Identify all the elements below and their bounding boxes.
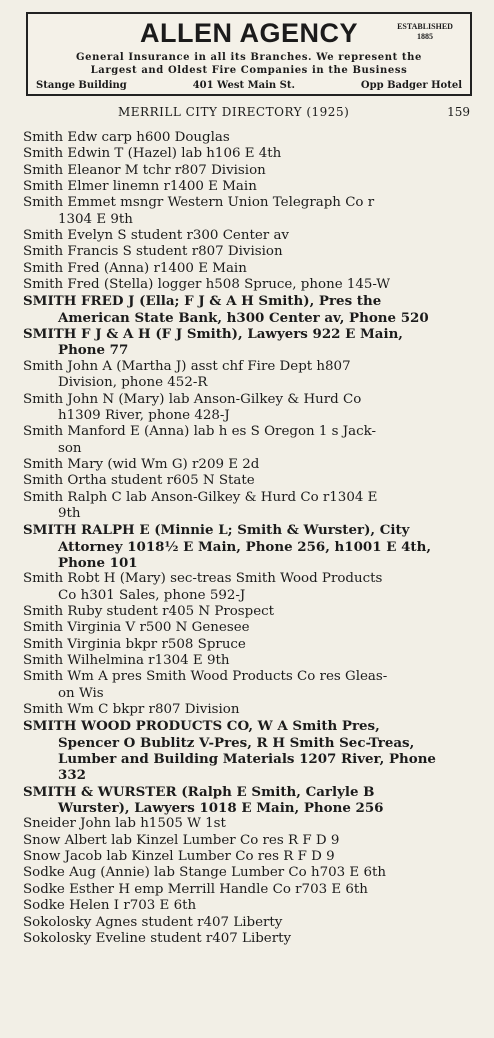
entry-continuation-line: h1309 River, phone 428-J: [58, 407, 230, 423]
directory-entry: [23, 244, 475, 260]
entry-line: Smith Elmer linemn r1400 E Main: [23, 179, 257, 195]
entry-line: Smith Virginia V r500 N Genesee: [23, 620, 250, 636]
entry-line: Smith Fred (Stella) logger h508 Spruce, phone 145-W: [23, 277, 390, 293]
directory-entry: [23, 898, 475, 914]
directory-entry: [23, 604, 475, 620]
directory-entry: [23, 849, 475, 865]
entry-continuation-line: 9th: [58, 505, 81, 521]
directory-entry: [23, 571, 475, 604]
directory-entry: [23, 816, 475, 832]
entry-continuation-line: American State Bank, h300 Center av, Phone 520: [58, 309, 429, 326]
directory-entry: [23, 228, 475, 244]
directory-entry: [23, 261, 475, 277]
directory-entry: [23, 326, 475, 359]
ad-established-label: ESTABLISHED: [397, 22, 453, 31]
ad-agency-name: ALLEN AGENCY: [139, 18, 358, 48]
directory-entry: [23, 490, 475, 523]
entry-continuation-line: on Wis: [58, 685, 104, 701]
entry-continuation-line: Phone 77: [58, 342, 129, 359]
ad-location-mid: 401 West Main St.: [192, 80, 295, 91]
ad-line-1: General Insurance in all its Branches. We represent the: [76, 52, 422, 63]
entry-line: Smith Fred (Anna) r1400 E Main: [23, 260, 247, 276]
entry-line: Smith Ruby student r405 N Prospect: [23, 603, 275, 619]
directory-entry: [23, 702, 475, 718]
entry-continuation-line: son: [58, 440, 82, 456]
directory-entry: [23, 915, 475, 931]
directory-entry: [23, 784, 475, 817]
ad-established-year: 1885: [417, 32, 433, 41]
page-header: [26, 104, 472, 120]
entry-line: Smith Ortha student r605 N State: [23, 473, 255, 489]
directory-entry: [23, 669, 475, 702]
entry-line: Smith Wilhelmina r1304 E 9th: [23, 653, 230, 668]
directory-entries: [23, 130, 475, 947]
directory-entry: [23, 718, 475, 783]
directory-entry: [23, 865, 475, 881]
directory-entry: [23, 424, 475, 457]
directory-entry: [23, 293, 475, 326]
entry-line: Smith Robt H (Mary) sec-treas Smith Wood Products: [23, 571, 383, 587]
entry-continuation-line: Lumber and Building Materials 1207 River, Phone: [58, 751, 436, 768]
entry-line: Sodke Aug (Annie) lab Stange Lumber Co h703 E 6th: [23, 865, 386, 881]
directory-entry: [23, 653, 475, 669]
entry-continuation-line: 1304 E 9th: [58, 211, 133, 227]
entry-continuation-line: 332: [58, 767, 86, 784]
directory-entry: [23, 179, 475, 195]
entry-line: Smith Ralph C lab Anson-Gilkey & Hurd Co r1304 E: [23, 489, 378, 505]
entry-line: Smith Emmet msngr Western Union Telegraph Co r: [23, 195, 375, 211]
entry-line: SMITH RALPH E (Minnie L; Smith & Wurster), City: [23, 522, 410, 539]
directory-entry: [23, 392, 475, 425]
entry-line: Snow Albert lab Kinzel Lumber Co res R F D 9: [23, 832, 340, 848]
directory-entry: [23, 146, 475, 162]
ad-location-row: [36, 80, 462, 92]
entry-line: SMITH FRED J (Ella; F J & A H Smith), Pres the: [23, 293, 382, 310]
directory-entry: [23, 473, 475, 489]
entry-line: Snow Jacob lab Kinzel Lumber Co res R F D 9: [23, 849, 335, 865]
entry-line: Sokolosky Eveline student r407 Liberty: [23, 930, 292, 946]
entry-line: SMITH & WURSTER (Ralph E Smith, Carlyle B: [23, 783, 375, 800]
entry-line: Smith John A (Martha J) asst chf Fire Dept h807: [23, 358, 351, 374]
directory-entry: [23, 457, 475, 473]
entry-line: SMITH WOOD PRODUCTS CO, W A Smith Pres,: [23, 718, 380, 735]
entry-line: Smith John N (Mary) lab Anson-Gilkey & Hurd Co: [23, 391, 362, 407]
entry-line: SMITH F J & A H (F J Smith), Lawyers 922 E Main,: [23, 326, 403, 343]
page-number: 159: [447, 105, 470, 119]
entry-line: Sodke Esther H emp Merrill Handle Co r703 E 6th: [23, 881, 368, 897]
entry-line: Smith Francis S student r807 Division: [23, 244, 283, 260]
entry-continuation-line: Co h301 Sales, phone 592-J: [58, 587, 246, 603]
entry-continuation-line: Wurster), Lawyers 1018 E Main, Phone 256: [58, 800, 384, 817]
directory-title: MERRILL CITY DIRECTORY (1925): [118, 105, 350, 119]
directory-entry: [23, 833, 475, 849]
entry-line: Smith Mary (wid Wm G) r209 E 2d: [23, 456, 260, 472]
entry-continuation-line: Division, phone 452-R: [58, 375, 208, 391]
entry-line: Sodke Helen I r703 E 6th: [23, 898, 197, 914]
directory-entry: [23, 163, 475, 179]
entry-line: Smith Wm A pres Smith Wood Products Co res Gleas-: [23, 669, 388, 685]
entry-line: Smith Wm C bkpr r807 Division: [23, 702, 240, 718]
ad-location-right: Opp Badger Hotel: [360, 80, 462, 91]
directory-entry: [23, 359, 475, 392]
ad-established: [388, 22, 462, 42]
entry-continuation-line: Spencer O Bublitz V-Pres, R H Smith Sec-Treas,: [58, 734, 415, 751]
directory-entry: [23, 637, 475, 653]
directory-entry: [23, 195, 475, 228]
ad-line-2: Largest and Oldest Fire Companies in the Business: [90, 65, 408, 76]
directory-entry: [23, 931, 475, 947]
entry-line: Smith Edwin T (Hazel) lab h106 E 4th: [23, 146, 282, 162]
entry-continuation-line: Attorney 1018½ E Main, Phone 256, h1001 E 4th,: [58, 538, 431, 555]
entry-line: Sneider John lab h1505 W 1st: [23, 816, 226, 832]
entry-line: Smith Manford E (Anna) lab h es S Oregon 1 s Jack-: [23, 424, 377, 440]
entry-continuation-line: Phone 101: [58, 554, 138, 571]
directory-entry: [23, 522, 475, 571]
directory-entry: [23, 130, 475, 146]
entry-line: Sokolosky Agnes student r407 Liberty: [23, 914, 283, 930]
entry-line: Smith Evelyn S student r300 Center av: [23, 228, 289, 244]
allen-agency-advertisement: [26, 12, 472, 96]
directory-entry: [23, 277, 475, 293]
entry-line: Smith Eleanor M tchr r807 Division: [23, 162, 266, 178]
entry-line: Smith Edw carp h600 Douglas: [23, 130, 230, 145]
directory-entry: [23, 882, 475, 898]
ad-location-left: Stange Building: [36, 80, 127, 91]
entry-line: Smith Virginia bkpr r508 Spruce: [23, 636, 246, 652]
directory-entry: [23, 620, 475, 636]
